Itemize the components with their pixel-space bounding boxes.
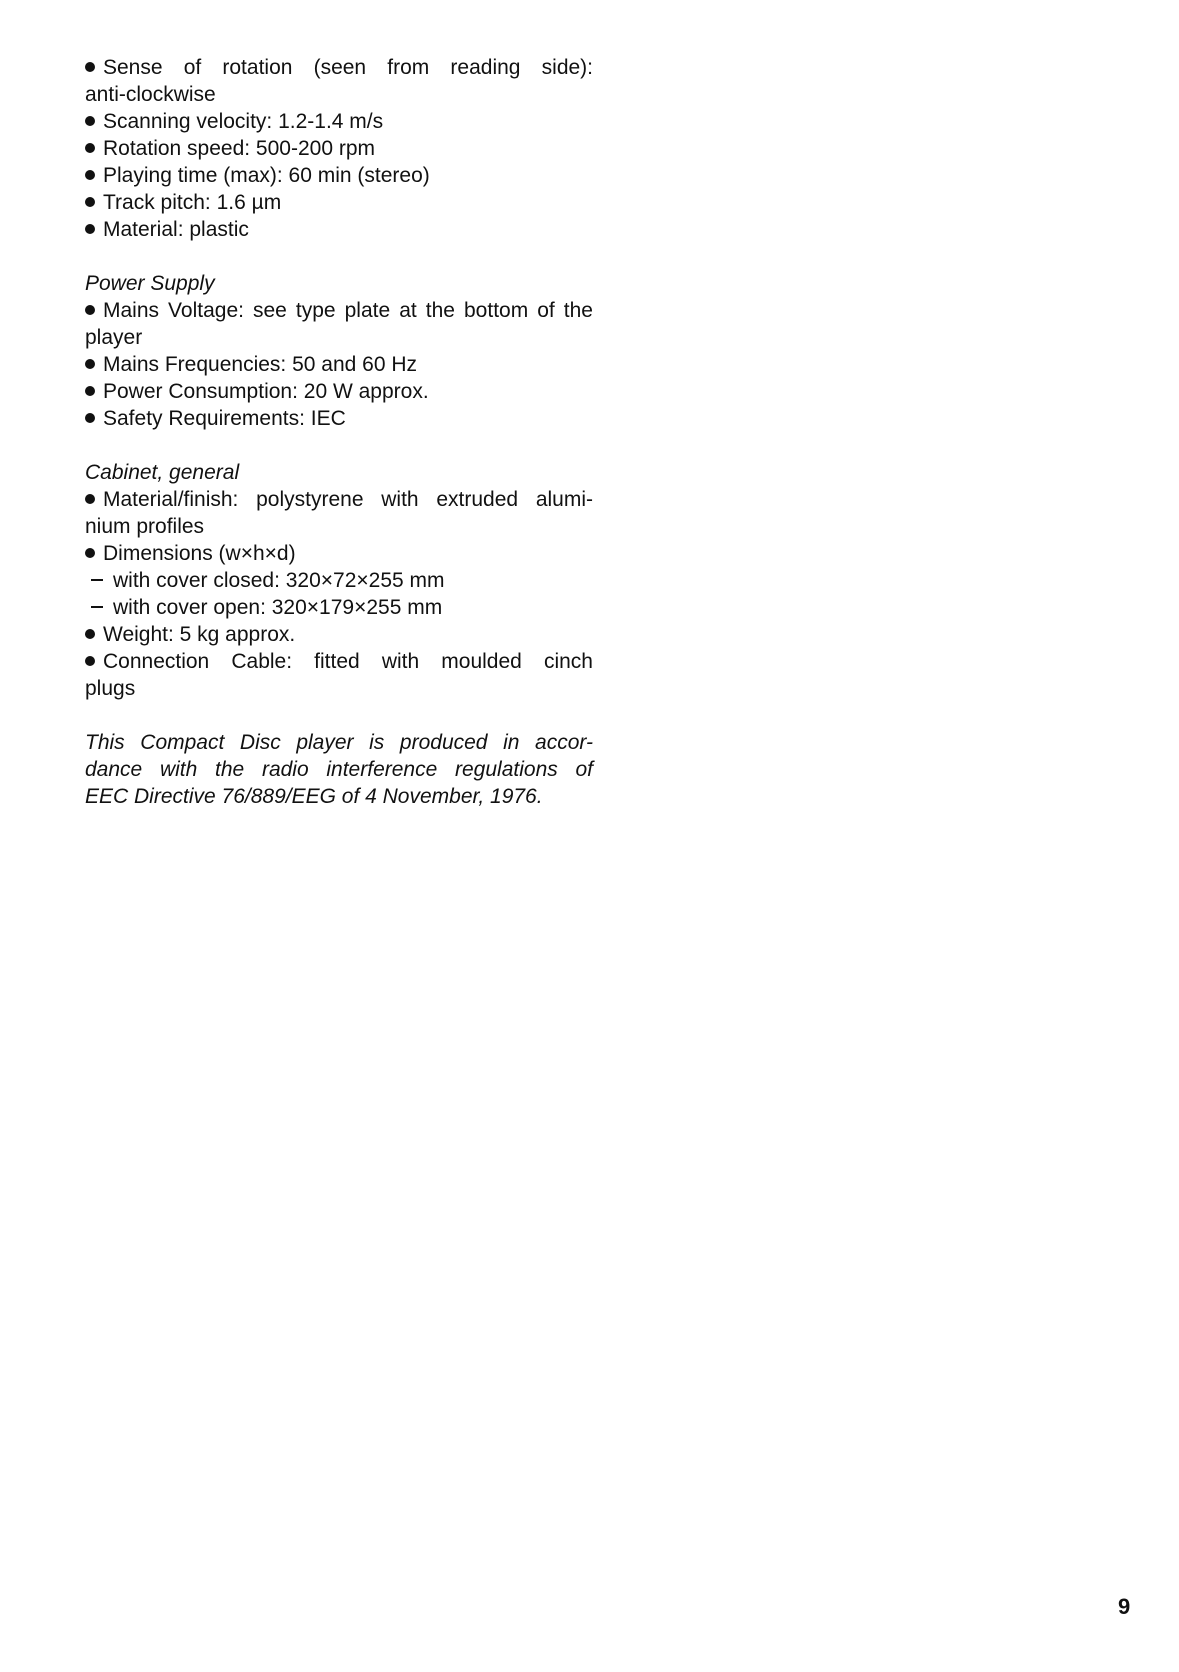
spec-item-mains-voltage: Mains Voltage: see type plate at the bottom of the (85, 297, 593, 324)
bullet-icon (85, 170, 95, 180)
spec-item-connection-cable: Connection Cable: fitted with moulded cinch (85, 648, 593, 675)
bullet-icon (85, 386, 95, 396)
bullet-icon (85, 62, 95, 72)
bullet-icon (85, 359, 95, 369)
cabinet-section (85, 459, 593, 702)
spec-item-material-finish-cont: nium profiles (85, 515, 205, 538)
eec-notice-line: dance with the radio interference regulations of (85, 758, 593, 781)
spec-item-dimensions: Dimensions (w×h×d) (85, 540, 593, 567)
bullet-icon (85, 224, 95, 234)
bullet-icon (85, 656, 95, 666)
spec-item-rotation-sense: Sense of rotation (seen from reading side): (85, 54, 593, 81)
spec-item-weight: Weight: 5 kg approx. (85, 621, 593, 648)
page-number: 9 (1118, 1594, 1131, 1619)
spec-item-connection-cable-cont: plugs (85, 677, 136, 700)
bullet-icon (85, 116, 95, 126)
power-supply-section (85, 270, 593, 432)
spec-item-playing-time: Playing time (max): 60 min (stereo) (85, 162, 593, 189)
spec-item-power-consumption: Power Consumption: 20 W approx. (85, 378, 593, 405)
spec-item-rotation-speed: Rotation speed: 500-200 rpm (85, 135, 593, 162)
bullet-icon (85, 494, 95, 504)
bullet-icon (85, 305, 95, 315)
bullet-icon (85, 413, 95, 423)
dash-icon (91, 606, 103, 608)
spec-item-mains-voltage-cont: player (85, 326, 143, 349)
cabinet-heading: Cabinet, general (85, 461, 240, 484)
section-gap (85, 432, 593, 459)
dash-icon (91, 579, 103, 581)
bullet-icon (85, 197, 95, 207)
spec-item-track-pitch: Track pitch: 1.6 µm (85, 189, 593, 216)
eec-notice-line: EEC Directive 76/889/EEG of 4 November, 1976. (85, 785, 543, 808)
section-gap (85, 243, 593, 270)
spec-item-mains-frequencies: Mains Frequencies: 50 and 60 Hz (85, 351, 593, 378)
spec-item-material-finish: Material/finish: polystyrene with extruded alumi- (85, 486, 593, 513)
spec-item-rotation-sense-cont: anti-clockwise (85, 83, 216, 106)
disc-spec-list (85, 54, 593, 243)
bullet-icon (85, 143, 95, 153)
power-supply-heading: Power Supply (85, 272, 215, 295)
spec-item-scanning-velocity: Scanning velocity: 1.2-1.4 m/s (85, 108, 593, 135)
eec-notice (85, 729, 593, 810)
eec-notice-line: This Compact Disc player is produced in accor- (85, 731, 593, 754)
section-gap (85, 702, 593, 729)
spec-subitem-cover-open: with cover open: 320×179×255 mm (85, 594, 593, 621)
spec-item-material: Material: plastic (85, 216, 593, 243)
bullet-icon (85, 629, 95, 639)
bullet-icon (85, 548, 95, 558)
spec-subitem-cover-closed: with cover closed: 320×72×255 mm (85, 567, 593, 594)
spec-item-safety-requirements: Safety Requirements: IEC (85, 405, 593, 432)
spec-column (85, 54, 593, 810)
